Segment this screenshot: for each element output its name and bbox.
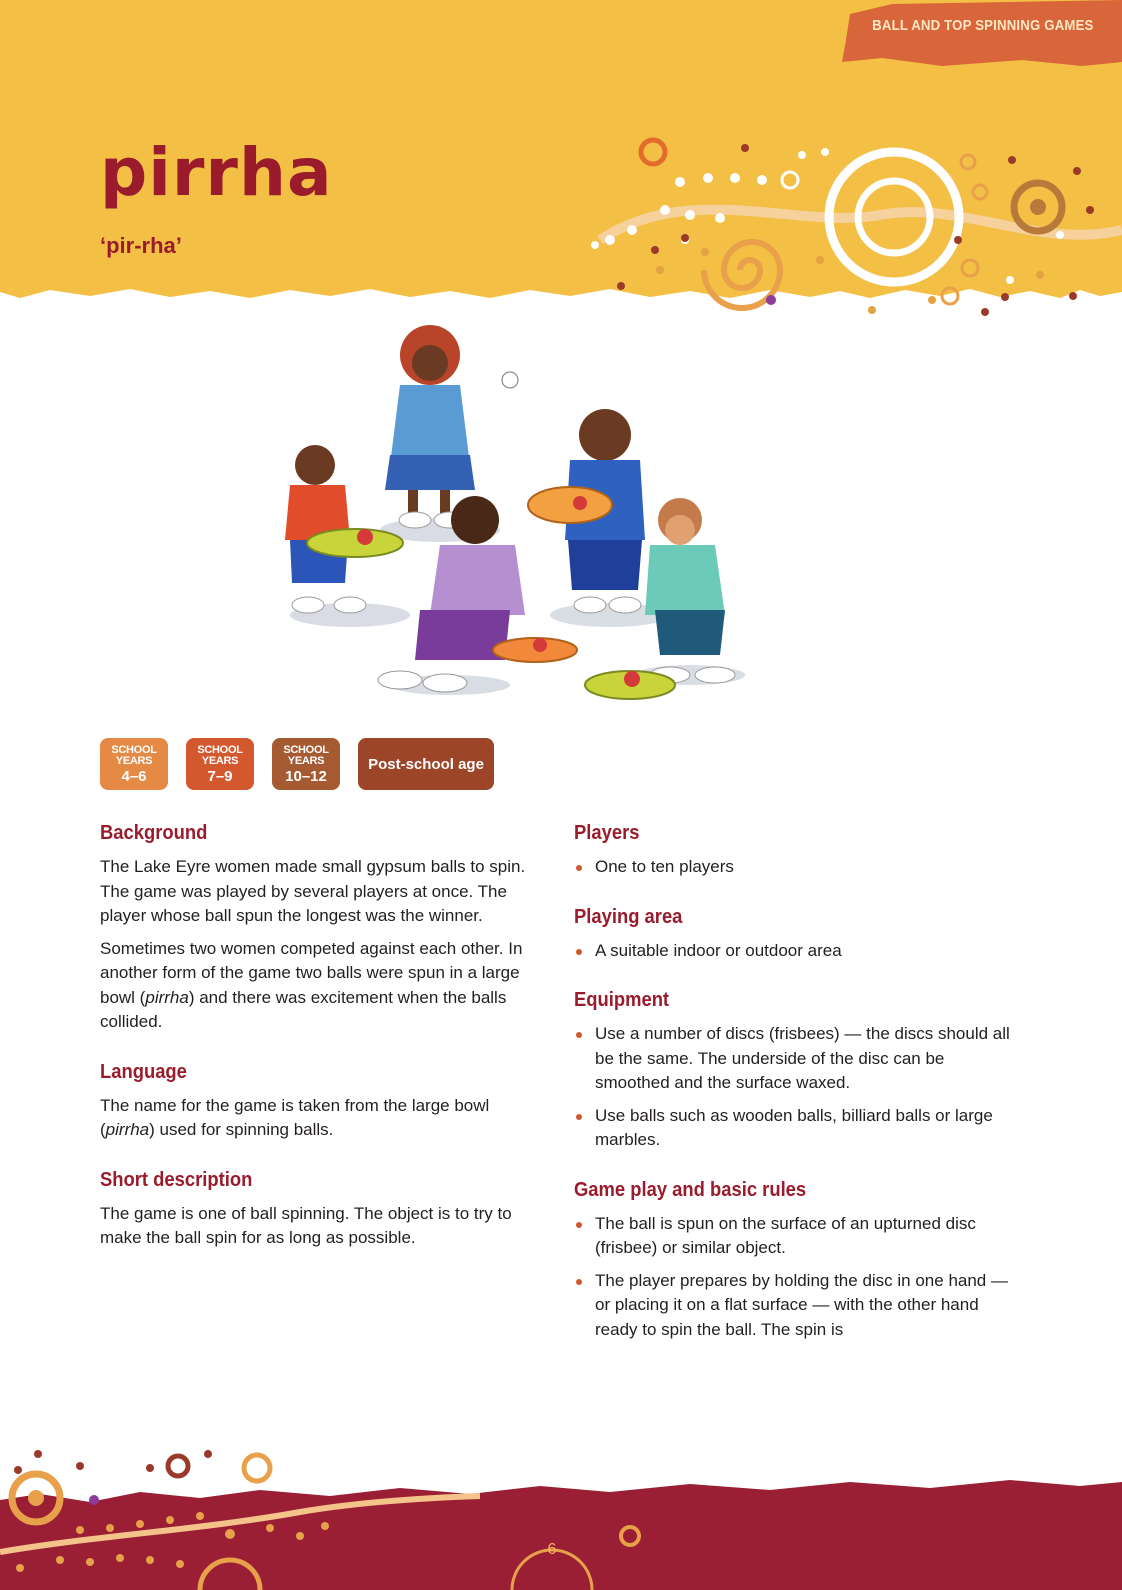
badge-years: 4–6 [121, 767, 147, 785]
section-tab-shape [822, 0, 1122, 70]
left-column [100, 822, 530, 1277]
section-tab-label: BALL AND TOP SPINNING GAMES [872, 17, 1094, 34]
badge-school-years-10-12 [272, 738, 340, 790]
game-play-heading: Game play and basic rules [574, 1178, 807, 1201]
list-item: The player prepares by holding the disc in one hand — or placing it on a flat surface — with the other hand ready to spin the ball. The spin is [574, 1269, 1014, 1343]
badge-school-years-4-6 [100, 738, 168, 790]
language-heading: Language [100, 1060, 187, 1083]
badge-line: YEARS [115, 754, 153, 767]
dot-art-decoration [540, 120, 1122, 330]
list-item: Use a number of discs (frisbees) — the discs should all be the same. The underside of the disc can be smoothed and the surface waxed. [574, 1022, 1014, 1096]
badge-line: SCHOOL [111, 743, 157, 756]
short-description-paragraph: The game is one of ball spinning. The object is to try to make the ball spin for as long as possible. [100, 1203, 512, 1247]
page-number: 6 [547, 1541, 557, 1558]
equipment-heading: Equipment [574, 989, 670, 1011]
badge-years: 7–9 [207, 767, 233, 785]
background-section [100, 822, 530, 1035]
players-section [574, 822, 1014, 880]
background-paragraph-2: Sometimes two women competed against each other. In another form of the game two balls were spun in a large bowl (pirrha) and there was excitement when the balls collided. [100, 938, 523, 1031]
playing-area-heading: Playing area [574, 905, 683, 928]
background-heading: Background [100, 822, 208, 844]
badge-line: YEARS [287, 754, 325, 767]
language-paragraph: The name for the game is taken from the large bowl (pirrha) used for spinning balls. [100, 1095, 490, 1139]
pronunciation: ‘pir-rha’ [100, 233, 182, 258]
language-section [100, 1061, 530, 1143]
playing-area-section [574, 906, 1014, 964]
right-column [574, 822, 1014, 1368]
badge-line: YEARS [201, 754, 239, 767]
players-heading: Players [574, 822, 640, 844]
badge-line: SCHOOL [197, 743, 243, 756]
badge-school-years-7-9 [186, 738, 254, 790]
badge-line: SCHOOL [283, 743, 329, 756]
page-title: pirrha [100, 134, 333, 211]
list-item: One to ten players [574, 855, 1014, 880]
list-item: The ball is spun on the surface of an upturned disc (frisbee) or similar object. [574, 1212, 1014, 1261]
equipment-section [574, 989, 1014, 1153]
badge-post-school-age: Post-school age [358, 738, 494, 790]
short-description-heading: Short description [100, 1168, 253, 1191]
background-paragraph-1: The Lake Eyre women made small gypsum balls to spin. The game was played by several players at once. The player whose ball spun the longest was the winner. [100, 857, 526, 925]
children-spinning-balls-illustration [270, 315, 770, 715]
badge-years: 10–12 [285, 767, 327, 785]
footer-band [0, 1440, 1122, 1590]
list-item: Use balls such as wooden balls, billiard balls or large marbles. [574, 1104, 1014, 1153]
list-item: A suitable indoor or outdoor area [574, 939, 1014, 964]
game-play-section [574, 1179, 1014, 1343]
age-badges [100, 738, 494, 790]
short-description-section [100, 1169, 530, 1251]
